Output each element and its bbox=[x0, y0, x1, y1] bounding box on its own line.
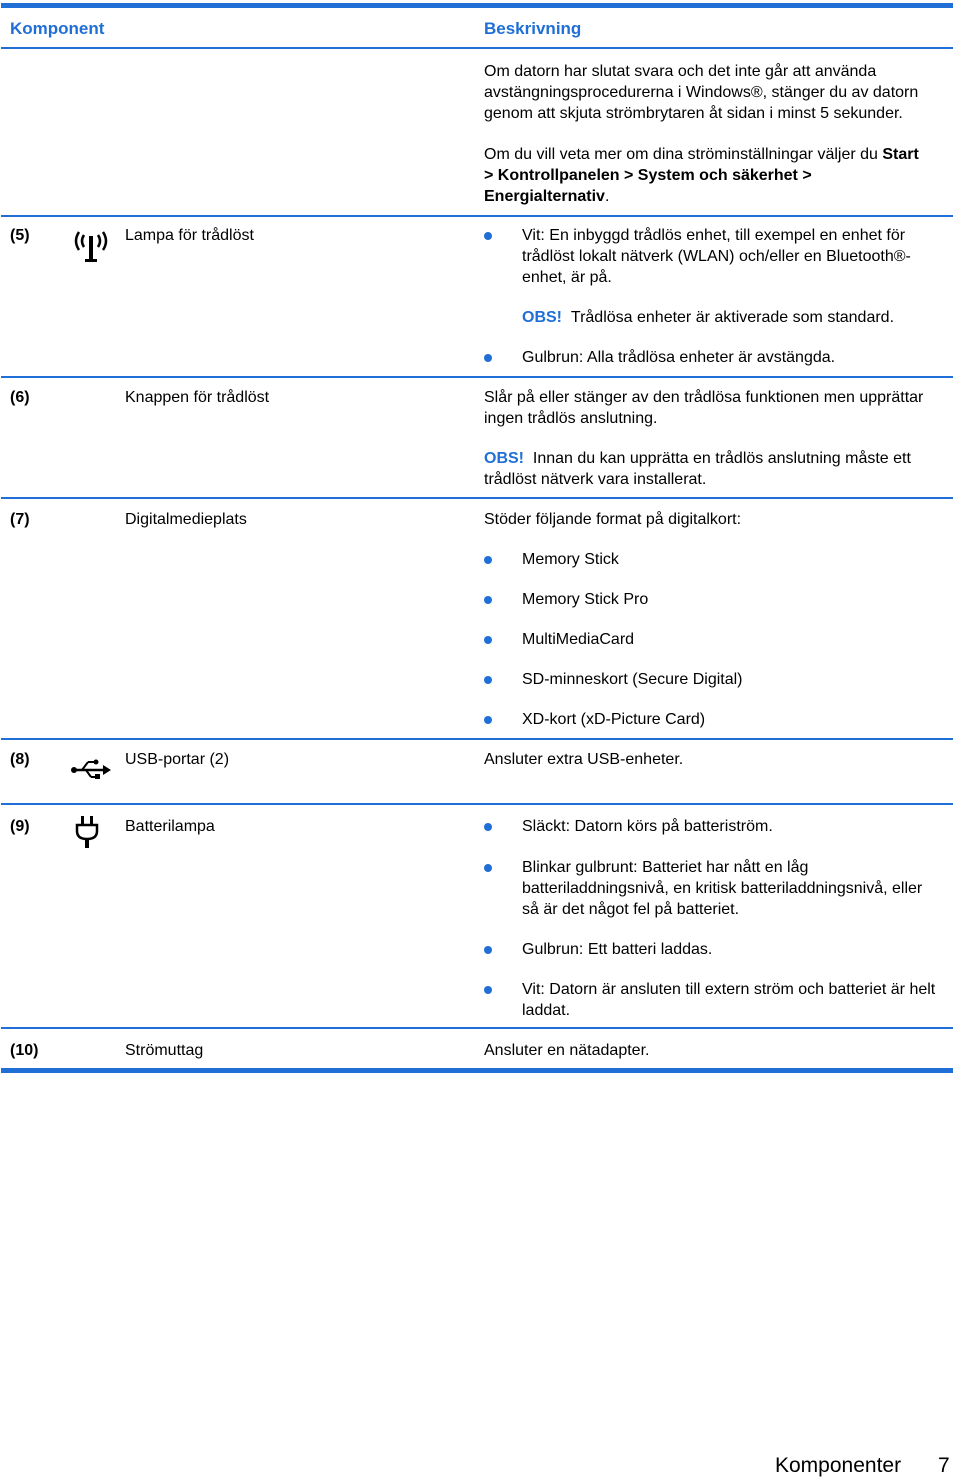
footer-section-title: Komponenter bbox=[775, 1454, 902, 1477]
header-rule bbox=[1, 47, 953, 49]
intro-p2-line2: > Kontrollpanelen > System och säkerhet > bbox=[484, 167, 812, 184]
list-item: Memory Stick Pro bbox=[522, 591, 649, 608]
row5-bullet1-line2: trådlöst lokalt nätverk (WLAN) och/eller en Bluetooth®- bbox=[522, 248, 911, 265]
row9-bullet2-line1: Blinkar gulbrunt: Batteriet har nått en låg bbox=[522, 859, 809, 876]
row-rule-5 bbox=[1, 215, 953, 217]
row9-bullet2-line2: batteriladdningsnivå, en kritisk batteriladdningsnivå, eller bbox=[522, 880, 923, 897]
intro-p2-line1: Om du vill veta mer om dina ströminställningar väljer du Start bbox=[484, 146, 919, 163]
row-rule-9 bbox=[1, 803, 953, 805]
list-item: Memory Stick bbox=[522, 551, 619, 568]
row9-bullet4-line2: laddat. bbox=[522, 1002, 571, 1019]
row-rule-8 bbox=[1, 738, 953, 740]
row6-number: (6) bbox=[10, 389, 30, 406]
row-rule-6 bbox=[1, 376, 953, 378]
row10-number: (10) bbox=[10, 1042, 39, 1059]
row5-bullet1-line1: Vit: En inbyggd trådlös enhet, till exempel en enhet för bbox=[522, 227, 906, 244]
row9-bullet3: Gulbrun: Ett batteri laddas. bbox=[522, 941, 713, 958]
bullet bbox=[484, 596, 492, 604]
bullet bbox=[484, 676, 492, 684]
row6-desc-line1: Slår på eller stänger av den trådlösa funktionen men upprättar bbox=[484, 389, 924, 406]
row-rule-7 bbox=[1, 497, 953, 499]
list-item: SD-minneskort (Secure Digital) bbox=[522, 671, 743, 688]
header-komponent: Komponent bbox=[10, 19, 105, 38]
row9-bullet1: Släckt: Datorn körs på batteriström. bbox=[522, 818, 773, 835]
row9-bullet2-line3: så är det något fel på batteriet. bbox=[522, 901, 740, 918]
row5-number: (5) bbox=[10, 227, 30, 244]
bullet bbox=[484, 636, 492, 644]
row-rule-10 bbox=[1, 1027, 953, 1029]
row6-desc-line2: ingen trådlös anslutning. bbox=[484, 410, 658, 427]
row6-component: Knappen för trådlöst bbox=[125, 389, 270, 406]
row5-bullet1-line3: enhet, är på. bbox=[522, 269, 612, 286]
intro-p1-line1: Om datorn har slutat svara och det inte går att använda bbox=[484, 63, 877, 80]
table-bottom-rule bbox=[1, 1068, 953, 1073]
row5-obs-note: OBS! Trådlösa enheter är aktiverade som standard. bbox=[522, 309, 895, 326]
list-item: XD-kort (xD-Picture Card) bbox=[522, 711, 706, 728]
bullet bbox=[484, 556, 492, 564]
intro-p2-line3: Energialternativ. bbox=[484, 188, 610, 205]
row6-obs-line1: OBS! Innan du kan upprätta en trådlös anslutning måste ett bbox=[484, 450, 911, 467]
row9-component: Batterilampa bbox=[125, 818, 215, 835]
row7-component: Digitalmedieplats bbox=[125, 511, 247, 528]
row10-component: Strömuttag bbox=[125, 1042, 204, 1059]
bullet bbox=[484, 864, 492, 872]
row7-desc: Stöder följande format på digitalkort: bbox=[484, 511, 742, 528]
row6-obs-line2: trådlöst nätverk vara installerat. bbox=[484, 471, 707, 488]
row8-component: USB-portar (2) bbox=[125, 751, 230, 768]
bullet bbox=[484, 986, 492, 994]
power-plug-icon bbox=[74, 815, 100, 855]
bullet bbox=[484, 946, 492, 954]
row5-bullet2: Gulbrun: Alla trådlösa enheter är avstängda. bbox=[522, 349, 836, 366]
bullet bbox=[484, 354, 492, 362]
bullet bbox=[484, 716, 492, 724]
row7-number: (7) bbox=[10, 511, 30, 528]
intro-p1-line3: genom att skjuta strömbrytaren åt sidan i minst 5 sekunder. bbox=[484, 105, 903, 122]
list-item: MultiMediaCard bbox=[522, 631, 635, 648]
bullet bbox=[484, 232, 492, 240]
row9-number: (9) bbox=[10, 818, 30, 835]
page-number: 7 bbox=[938, 1454, 950, 1477]
usb-icon bbox=[70, 758, 112, 788]
row10-desc: Ansluter en nätadapter. bbox=[484, 1042, 650, 1059]
table-top-rule bbox=[1, 3, 953, 8]
row5-component: Lampa för trådlöst bbox=[125, 227, 254, 244]
row9-bullet4-line1: Vit: Datorn är ansluten till extern ström och batteriet är helt bbox=[522, 981, 936, 998]
row8-desc: Ansluter extra USB-enheter. bbox=[484, 751, 684, 768]
bullet bbox=[484, 823, 492, 831]
wireless-icon bbox=[70, 226, 112, 272]
header-beskrivning: Beskrivning bbox=[484, 19, 582, 38]
row8-number: (8) bbox=[10, 751, 30, 768]
intro-p1-line2: avstängningsprocedurerna i Windows®, stänger du av datorn bbox=[484, 84, 919, 101]
